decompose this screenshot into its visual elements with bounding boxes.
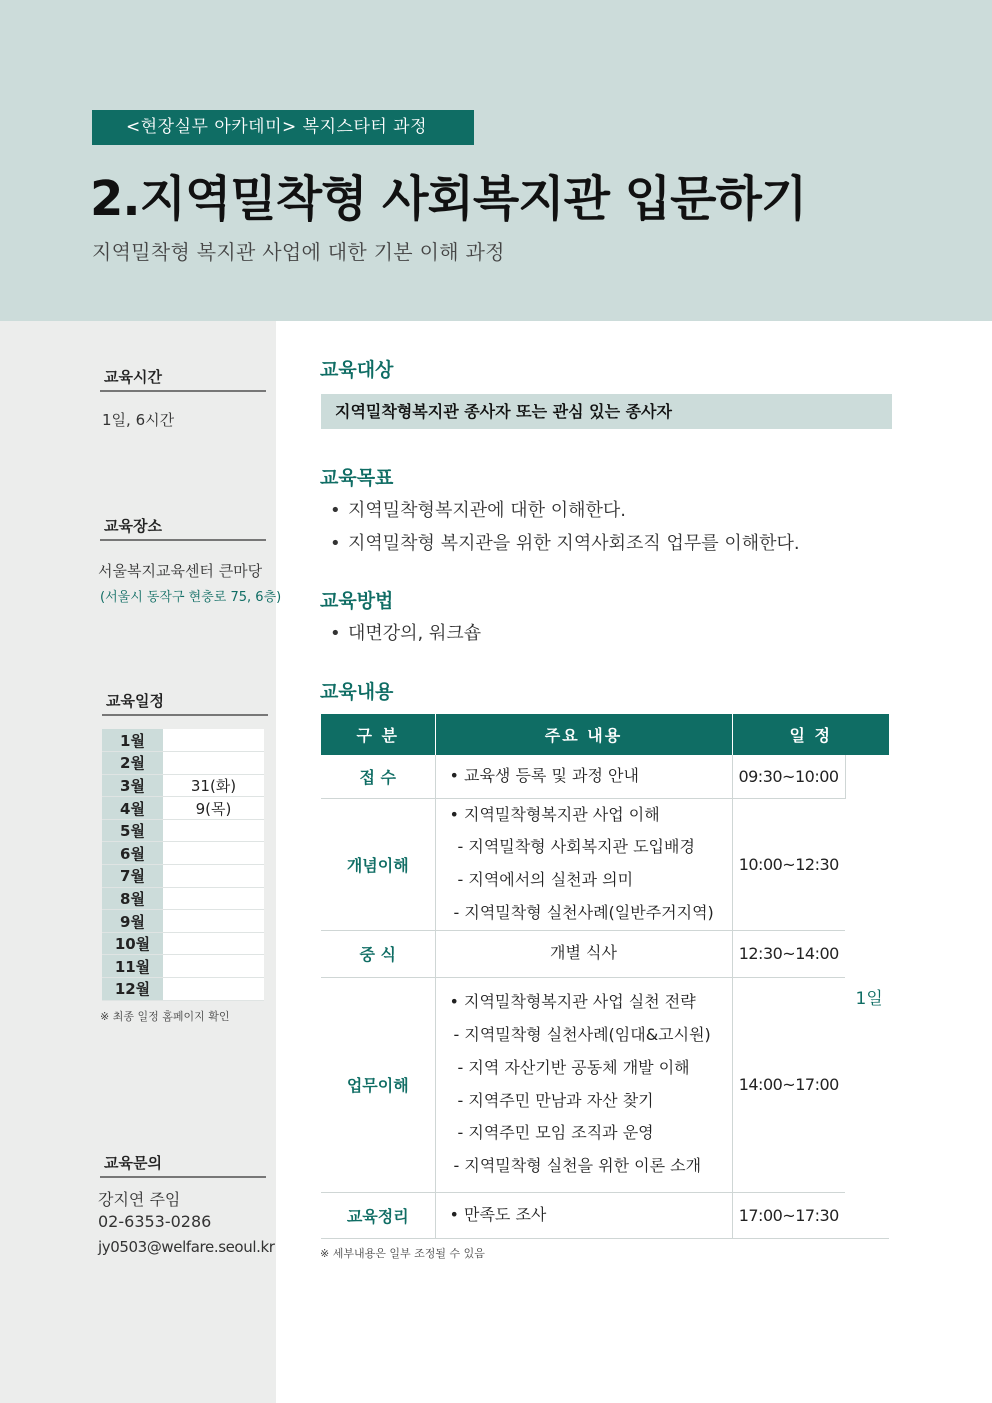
month-label: 3월: [102, 774, 163, 797]
row-time: 17:00~17:30: [732, 1192, 845, 1238]
table-row: [321, 1192, 889, 1238]
course-badge: <현장실무 아카데미> 복지스타터 과정: [92, 110, 474, 145]
month-date: 31(화): [163, 774, 264, 797]
row-content: • 지역밀착형복지관 사업 실천 전략 - 지역밀착형 실천사례(임대&고시원) - 지역 자산기반 공동체 개발 이해 - 지역주민 만남과 자산 찾기 - 지역주민 모임 조직과 운영 - 지역밀착형 실천을 위한 이론 소개: [435, 977, 732, 1192]
table-row: [321, 798, 889, 930]
header-schedule: 일 정: [732, 714, 889, 755]
month-row: [102, 932, 264, 955]
row-content: 개별 식사: [435, 930, 732, 977]
row-category: 접 수: [321, 755, 435, 798]
month-date: [163, 932, 264, 955]
month-row: [102, 910, 264, 933]
month-row: [102, 797, 264, 820]
contact-heading: 교육문의: [100, 1152, 266, 1178]
row-category: 업무이해: [321, 977, 435, 1192]
target-title: 교육대상: [320, 359, 394, 381]
row-category: 개념이해: [321, 798, 435, 930]
month-schedule-table: [102, 729, 264, 1001]
table-row: [321, 977, 889, 1192]
month-label: 2월: [102, 752, 163, 775]
row-time: 09:30~10:00: [732, 755, 845, 798]
month-row: [102, 842, 264, 865]
month-label: 11월: [102, 955, 163, 978]
month-date: [163, 865, 264, 888]
contact-name: 강지연 주임: [98, 1190, 181, 1209]
month-label: 9월: [102, 910, 163, 933]
month-date: [163, 955, 264, 978]
row-content: • 만족도 조사: [435, 1192, 732, 1238]
month-row: [102, 729, 264, 752]
row-content: • 교육생 등록 및 과정 안내: [435, 755, 732, 798]
row-time: 12:30~14:00: [732, 930, 845, 977]
month-label: 10월: [102, 932, 163, 955]
table-row: [321, 755, 889, 798]
month-label: 12월: [102, 978, 163, 1001]
month-label: 7월: [102, 865, 163, 888]
goal-title: 교육목표: [320, 467, 394, 489]
row-category: 교육정리: [321, 1192, 435, 1238]
month-label: 6월: [102, 842, 163, 865]
month-label: 5월: [102, 819, 163, 842]
contact-phone: 02-6353-0286: [98, 1212, 212, 1231]
header-content: 주요 내용: [435, 714, 732, 755]
contact-email[interactable]: jy0503@welfare.seoul.kr: [98, 1238, 275, 1256]
method-item: • 대면강의, 워크숍: [330, 623, 482, 644]
day-label: 1일: [845, 755, 889, 1238]
place-heading: 교육장소: [100, 515, 266, 541]
month-row: [102, 774, 264, 797]
content-title: 교육내용: [320, 681, 394, 703]
page-title: 2.지역밀착형 사회복지관 입문하기: [90, 171, 807, 227]
time-heading: 교육시간: [100, 366, 266, 392]
month-date: [163, 752, 264, 775]
month-row: [102, 752, 264, 775]
month-date: [163, 819, 264, 842]
footnote: ※ 세부내용은 일부 조정될 수 있음: [320, 1247, 485, 1260]
month-row: [102, 955, 264, 978]
curriculum-table: [321, 714, 889, 1239]
month-row: [102, 819, 264, 842]
schedule-note: ※ 최종 일정 홈페이지 확인: [100, 1010, 230, 1023]
method-title: 교육방법: [320, 590, 394, 612]
time-value: 1일, 6시간: [102, 411, 175, 429]
month-label: 8월: [102, 887, 163, 910]
target-value: 지역밀착형복지관 종사자 또는 관심 있는 종사자: [321, 394, 892, 429]
month-label: 4월: [102, 797, 163, 820]
place-value: 서울복지교육센터 큰마당: [98, 562, 263, 580]
month-row: [102, 978, 264, 1001]
row-content: • 지역밀착형복지관 사업 이해 - 지역밀착형 사회복지관 도입배경 - 지역에서의 실천과 의미 - 지역밀착형 실천사례(일반주거지역): [435, 798, 732, 930]
month-date: [163, 887, 264, 910]
schedule-heading: 교육일정: [102, 690, 268, 716]
place-address: (서울시 동작구 현충로 75, 6층): [100, 590, 282, 605]
month-date: [163, 729, 264, 752]
header-banner: [0, 0, 992, 321]
row-time: 10:00~12:30: [732, 798, 845, 930]
row-category: 중 식: [321, 930, 435, 977]
month-row: [102, 865, 264, 888]
month-date: [163, 978, 264, 1001]
table-header-row: [321, 714, 889, 755]
header-category: 구 분: [321, 714, 435, 755]
row-time: 14:00~17:00: [732, 977, 845, 1192]
month-label: 1월: [102, 729, 163, 752]
month-date: [163, 910, 264, 933]
goal-item: • 지역밀착형 복지관을 위한 지역사회조직 업무를 이해한다.: [330, 533, 800, 554]
table-row: [321, 930, 889, 977]
goal-item: • 지역밀착형복지관에 대한 이해한다.: [330, 500, 626, 521]
month-row: [102, 887, 264, 910]
page-subtitle: 지역밀착형 복지관 사업에 대한 기본 이해 과정: [92, 240, 505, 264]
month-date: [163, 842, 264, 865]
month-date: 9(목): [163, 797, 264, 820]
